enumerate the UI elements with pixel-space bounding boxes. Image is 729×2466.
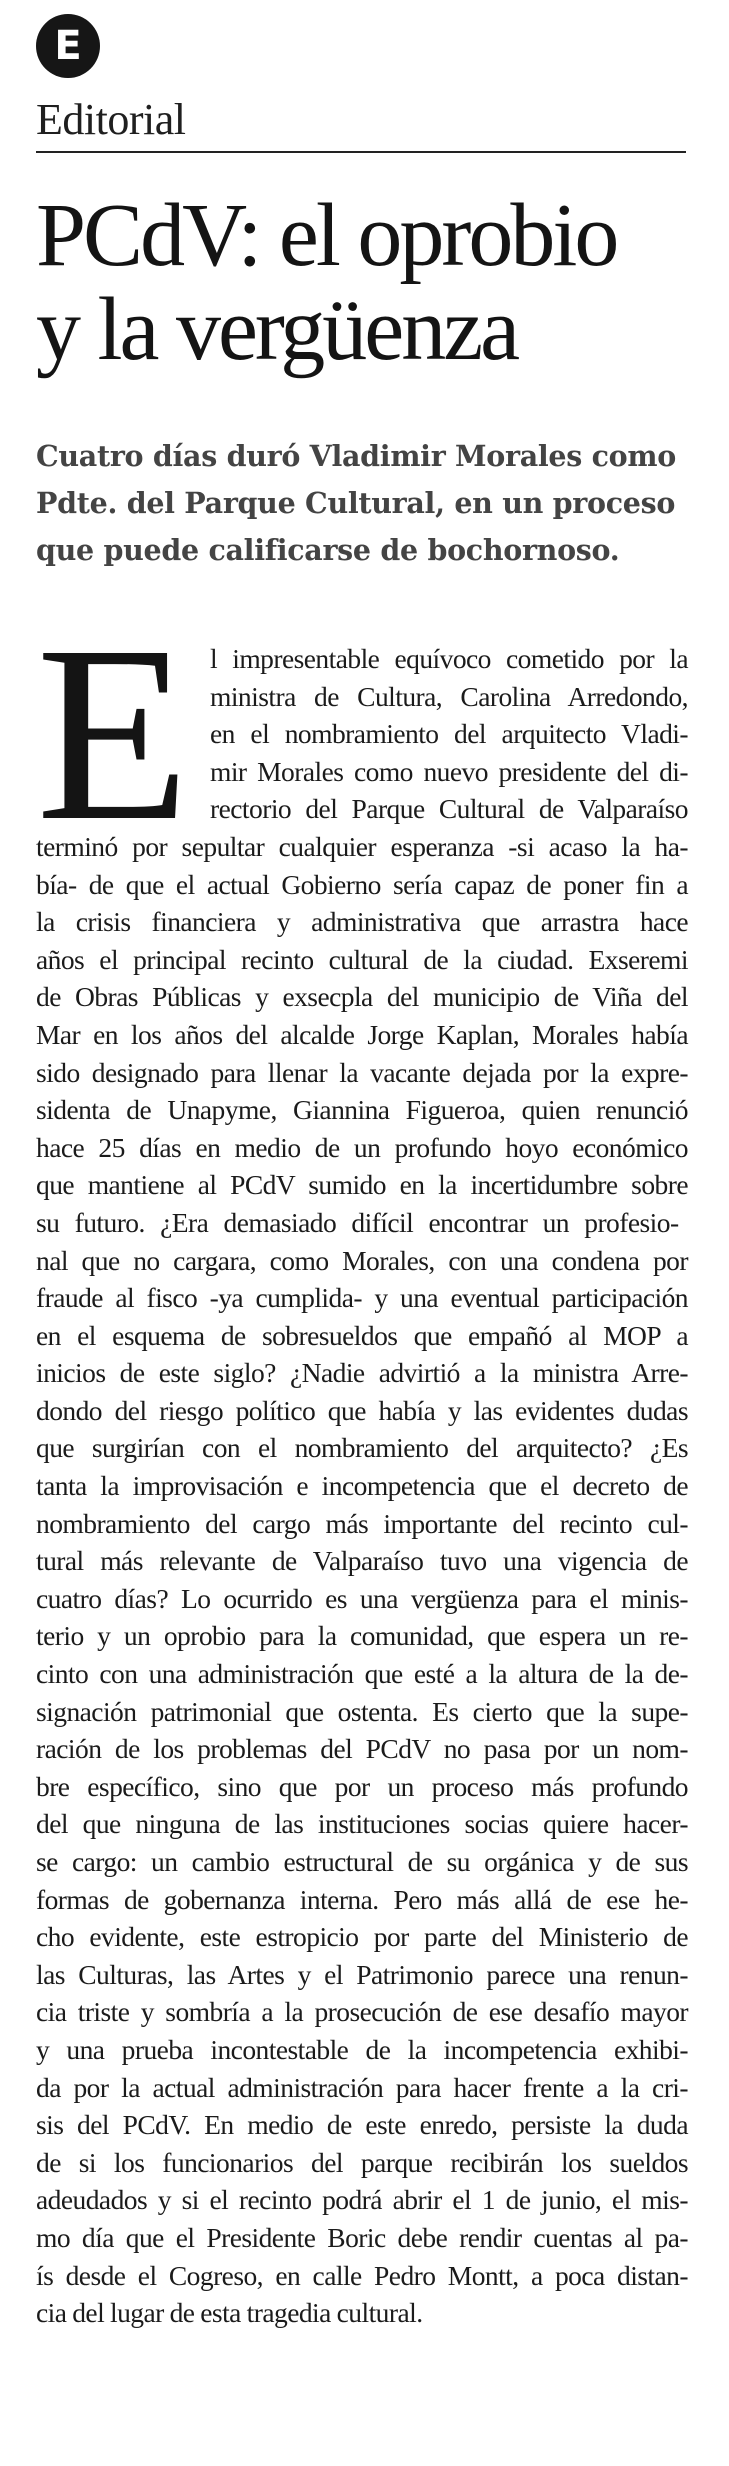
headline-line: PCdV: el oprobio [36, 186, 617, 285]
body-line: sidenta de Unapyme, Giannina Figueroa, quien renunció [36, 1094, 688, 1126]
body-line: la crisis financiera y administrativa que arrastra hace [36, 906, 688, 938]
body-line: se cargo: un cambio estructural de su orgánica y de sus [36, 1846, 688, 1877]
body-line: que mantiene al PCdV sumido en la incertidumbre sobre [36, 1169, 688, 1201]
deck-line: Pdte. del Parque Cultural, en un proceso [36, 486, 676, 520]
body-line: años el principal recinto cultural de la ciudad. Exseremi [36, 943, 688, 975]
body-line: cia triste y sombría a la prosecución de ese desafío mayor [36, 1996, 688, 2028]
body-line: bía- de que el actual Gobierno sería capaz de poner fin a [36, 868, 688, 900]
body-line: fraude al fisco -ya cumplida- y una eventual participación [36, 1282, 688, 1314]
section-label: Editorial [36, 95, 186, 144]
body-line: tanta la improvisación e incompetencia que el decreto de [36, 1470, 688, 1502]
section-divider [36, 151, 686, 153]
body-line: tural más relevante de Valparaíso tuvo una vigencia de [36, 1545, 688, 1577]
body-text [36, 593, 696, 2332]
body-line: nal que no cargara, como Morales, con una condena por [36, 1244, 688, 1276]
body-line: da por la actual administración para hacer frente a la cri- [36, 2071, 688, 2103]
headline-line: y la vergüenza [36, 280, 518, 379]
body-line: las Culturas, las Artes y el Patrimonio parece una renun- [36, 1958, 688, 1990]
body-line: cuatro días? Lo ocurrido es una vergüenza para el minis- [36, 1582, 688, 1614]
body-line: en el esquema de sobresueldos que empañó al MOP a [36, 1319, 688, 1351]
body-line: cho evidente, este estropicio por parte del Ministerio de [36, 1921, 688, 1953]
body-line: sido designado para llenar la vacante dejada por la expre- [36, 1056, 688, 1088]
section-badge-icon: E [36, 14, 100, 78]
deck-line: Cuatro días duró Vladimir Morales como [36, 439, 676, 473]
body-line: de si los funcionarios del parque recibirán los sueldos [36, 2146, 688, 2178]
body-line: inicios de este siglo? ¿Nadie advirtió a la ministra Arre- [36, 1357, 688, 1389]
body-line: y una prueba incontestable de la incompetencia exhibi- [36, 2033, 688, 2065]
body-line: Mar en los años del alcalde Jorge Kaplan, Morales había [36, 1018, 688, 1050]
body-line: formas de gobernanza interna. Pero más allá de ese he- [36, 1883, 688, 1915]
body-line: signación patrimonial que ostenta. Es cierto que la supe- [36, 1695, 688, 1727]
body-line: su futuro. ¿Era demasiado difícil encontrar un profesio- [36, 1206, 679, 1238]
body-line: hace 25 días en medio de un profundo hoyo económico [36, 1131, 688, 1163]
body-line: en el nombramiento del arquitecto Vladi- [210, 718, 688, 750]
body-line: mir Morales como nuevo presidente del di- [210, 755, 688, 787]
drop-cap: E [36, 593, 190, 873]
body-line: ís desde el Cogreso, en calle Pedro Montt, a poca distan- [36, 2259, 688, 2291]
body-line: adeudados y si el recinto podrá abrir el 1 de junio, el mis- [36, 2184, 688, 2216]
body-line: terminó por sepultar cualquier esperanza -si acaso la ha- [36, 830, 688, 862]
body-line: nombramiento del cargo más importante del recinto cul- [36, 1507, 688, 1539]
body-line: del que ninguna de las instituciones socias quiere hacer- [36, 1808, 688, 1840]
body-line: bre específico, sino que por un proceso más profundo [36, 1770, 688, 1802]
deck-line: que puede calificarse de bochornoso. [36, 533, 620, 567]
body-line: rectorio del Parque Cultural de Valparaíso [210, 793, 688, 825]
body-line: terio y un oprobio para la comunidad, que espera un re- [36, 1620, 688, 1652]
article-body [36, 593, 696, 2332]
body-line: l impresentable equívoco cometido por la [210, 643, 688, 674]
deck [36, 433, 696, 574]
body-line: ministra de Cultura, Carolina Arredondo, [210, 680, 688, 712]
body-line: que surgirían con el nombramiento del arquitecto? ¿Es [36, 1432, 688, 1464]
body-line: dondo del riesgo político que había y las evidentes dudas [36, 1394, 688, 1426]
body-line: mo día que el Presidente Boric debe rendir cuentas al pa- [36, 2221, 688, 2253]
body-line: ración de los problemas del PCdV no pasa por un nom- [36, 1733, 688, 1765]
body-line: cia del lugar de esta tragedia cultural. [36, 2297, 423, 2329]
body-line: de Obras Públicas y exsecpla del municipio de Viña del [36, 981, 688, 1013]
headline [36, 186, 696, 379]
body-line: cinto con una administración que esté a la altura de la de- [36, 1658, 688, 1690]
editorial-article [36, 14, 696, 2332]
body-line: sis del PCdV. En medio de este enredo, persiste la duda [36, 2109, 688, 2141]
